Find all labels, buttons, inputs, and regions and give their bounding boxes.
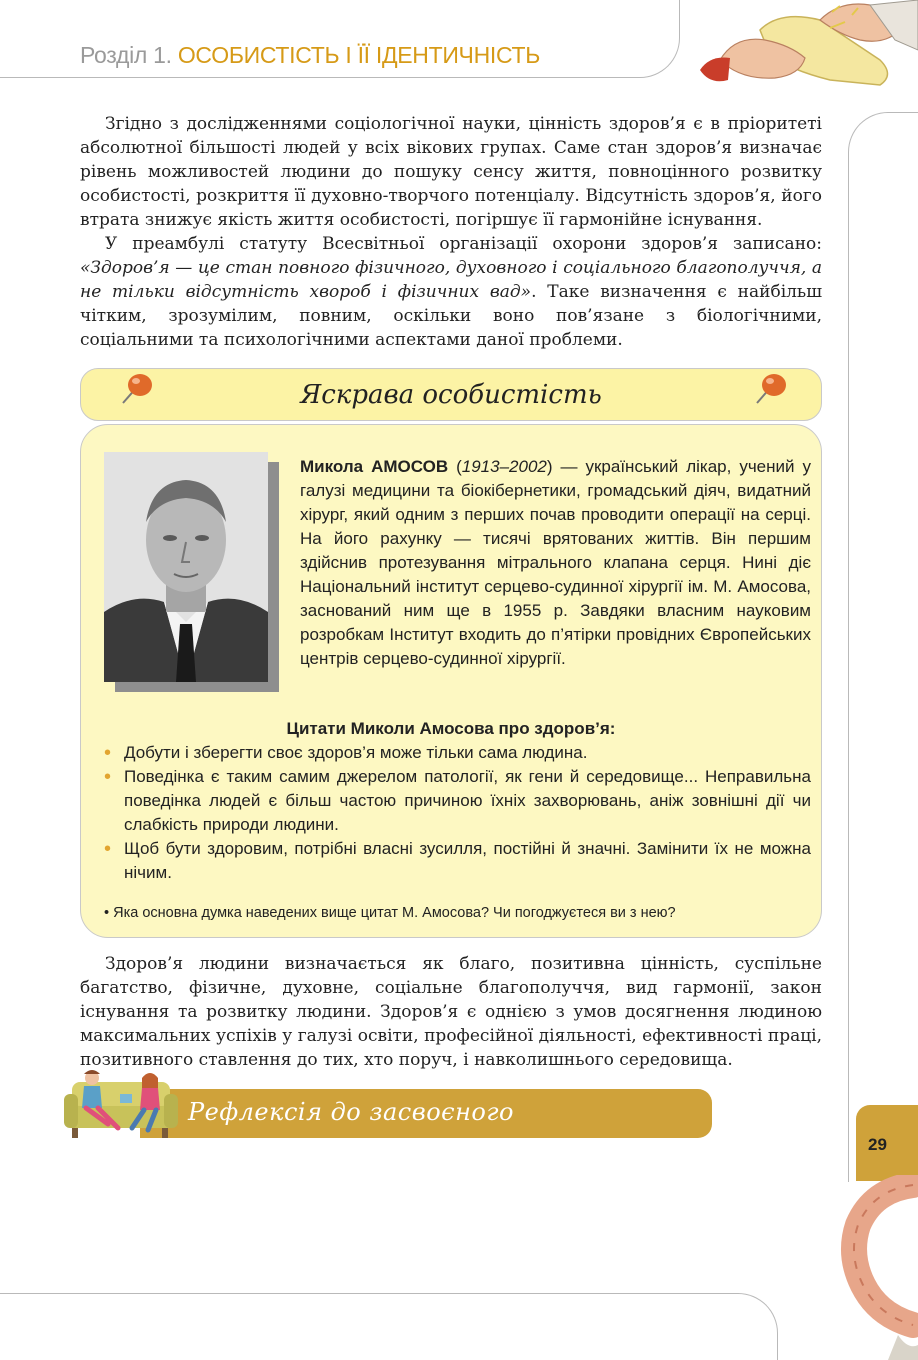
hands-circle-illustration [818, 1175, 918, 1360]
page-number-tab [856, 1105, 918, 1181]
sofa-people-illustration [62, 1068, 180, 1142]
hands-illustration [680, 0, 918, 100]
quotes-list [104, 741, 811, 885]
discussion-question: • Яка основна думка наведених вище цитат М. Амосова? Чи погоджуєтеся ви з нею? [104, 905, 676, 921]
reflection-banner [140, 1089, 712, 1138]
quote-item: • Поведінка є таким самим джерелом патології, як гени й середовище... Неправильна поведінка людей є більш частою причиною їхніх захворювань, аніж зовнішні дії чи слабкість природи людини. [104, 765, 811, 837]
biography [300, 455, 811, 671]
bio-text: ) — український лікар, учений у галузі медицини та біокібернетики, громадський діяч, видатний хірург, який одним з перших почав проводити операції на серці. На його рахунку — тисячі врятованих життів. Він першим здійснив протезування мітрального клапана серця. Нині діє Національний інститут серцево-судинної хірургії ім. М. Амосова, заснований ним ще в 1955 р. Завдяки власним науковим розробкам Інститут входить до п’ятірки провідних Європейських центрів серцево-судинної хірургії. [300, 457, 811, 668]
page-header [0, 0, 680, 78]
quote-item: • Щоб бути здоровим, потрібні власні зусилля, постійні й значні. Замінити їх не можна нічим. [104, 837, 811, 885]
quotes-title: Цитати Миколи Амосова про здоров’я: [286, 719, 616, 738]
who-definition-quote: «Здоров’я — це стан повного фізичного, духовного і соціального благополуччя, а не тільки відсутність хвороб і фізичних вад» [80, 258, 822, 302]
section-title: ОСОБИСТІСТЬ І ЇЇ ІДЕНТИЧНІСТЬ [177, 42, 541, 68]
feature-banner [80, 368, 822, 421]
reflection-title: Рефлексія до засвоєного [188, 1098, 514, 1126]
paragraph-3: Здоров’я людини визначається як благо, позитивна цінність, суспільне багатство, фізичне, духовне, соціальне благополуччя, вид гармонії, закон існування та розвитку людини. Здоров’я є однією з умов досягнення людиною максимальних успіхів у галузі освіти, професійної діяльності, ефективності праці, позитивного ставлення до тих, хто поруч, і навколишнього середовища. [80, 954, 822, 1070]
paragraph-2-end: . Таке визначення є найбільш чітким, зрозумілим, повним, оскільки воно пов’язане з біологічними, соціальними та психологічними аспектами даної проблеми. [80, 282, 822, 350]
portrait-photo [104, 452, 268, 682]
page-number: 29 [868, 1135, 887, 1154]
section-label: Розділ 1. [80, 42, 172, 68]
paragraph-2-start: У преамбулі статуту Всесвітньої організації охорони здоров’я записано: [105, 234, 822, 254]
bottom-frame [0, 1293, 778, 1360]
paragraph-2 [80, 232, 822, 352]
chapter-title [80, 42, 540, 69]
pushpin-icon [749, 371, 789, 409]
bio-years: 1913–2002 [461, 457, 547, 476]
paragraph-1: Згідно з дослідженнями соціологічної науки, цінність здоров’я є в пріоритеті абсолютної більшості людей у всіх вікових групах. Саме стан здоров’я визначає рівень можливостей людини до пошуку сенсу життя, повноцінного розвитку особистості, розкриття її духовно-творчого потенціалу. Відсутність здоров’я, його втрата знижує якість життя особистості, погіршує її гармонійне існування. [80, 114, 822, 230]
right-margin-frame [848, 112, 918, 1182]
pushpin-icon [115, 371, 155, 409]
quote-item: • Добути і зберегти своє здоров’я може тільки сама людина. [104, 741, 811, 765]
bio-name: Микола АМОСОВ [300, 457, 449, 476]
feature-title: Яскрава особистість [300, 380, 602, 410]
bio-open-paren: ( [448, 457, 462, 476]
